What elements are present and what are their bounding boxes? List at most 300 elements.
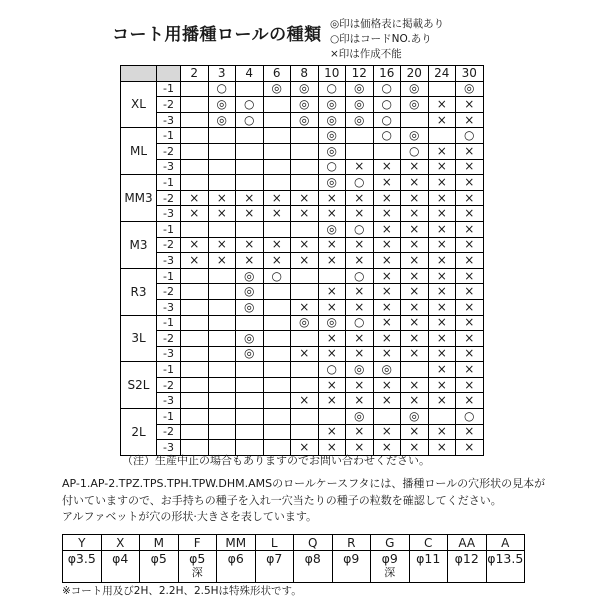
matrix-cell-MM3-1-30 xyxy=(456,175,484,191)
matrix-cell-MM3-2-4 xyxy=(236,190,264,206)
cross-icon: × xyxy=(381,159,392,174)
matrix-cell-2L-1-6 xyxy=(263,409,291,425)
matrix-cell-XL-2-2 xyxy=(181,97,209,113)
cross-icon: × xyxy=(244,237,255,252)
matrix-row xyxy=(121,97,484,113)
matrix-cell-M3-2-12 xyxy=(346,237,374,253)
double-circle-icon: ◎ xyxy=(409,128,420,143)
matrix-cell-R3-3-30 xyxy=(456,299,484,315)
cross-icon: × xyxy=(354,440,365,455)
matrix-cell-3L-3-20 xyxy=(401,346,429,362)
matrix-cell-ML-1-6 xyxy=(263,128,291,144)
cross-icon: × xyxy=(381,315,392,330)
diameter-value-Y: φ3.5 xyxy=(63,551,102,583)
matrix-row xyxy=(121,409,484,425)
matrix-sub-label-XL-3: -3 xyxy=(157,112,181,128)
double-circle-icon: ◎ xyxy=(326,174,337,189)
cross-icon: × xyxy=(464,112,475,127)
cross-icon: × xyxy=(326,190,337,205)
circle-icon: ○ xyxy=(381,96,392,111)
matrix-cell-XL-1-10 xyxy=(318,81,346,97)
matrix-cell-R3-2-12 xyxy=(346,284,374,300)
matrix-cell-S2L-1-20 xyxy=(401,362,429,378)
matrix-cell-MM3-1-3 xyxy=(208,175,236,191)
matrix-cell-R3-1-12 xyxy=(346,268,374,284)
matrix-cell-2L-3-30 xyxy=(456,440,484,456)
matrix-sub-label-S2L-3: -3 xyxy=(157,393,181,409)
matrix-cell-ML-1-3 xyxy=(208,128,236,144)
cross-icon: × xyxy=(464,159,475,174)
matrix-cell-ML-3-20 xyxy=(401,159,429,175)
cross-icon: × xyxy=(326,206,337,221)
cross-icon: × xyxy=(409,299,420,314)
matrix-cell-2L-2-4 xyxy=(236,424,264,440)
matrix-cell-S2L-1-12 xyxy=(346,362,374,378)
matrix-cell-ML-3-24 xyxy=(428,159,456,175)
matrix-cell-R3-3-10 xyxy=(318,299,346,315)
instruction-paragraph xyxy=(62,476,562,526)
diameter-code-row xyxy=(63,535,525,551)
cross-icon: × xyxy=(436,424,447,439)
matrix-cell-ML-1-24 xyxy=(428,128,456,144)
cross-icon: × xyxy=(436,393,447,408)
matrix-cell-MM3-1-20 xyxy=(401,175,429,191)
circle-icon: ○ xyxy=(244,96,255,111)
matrix-sub-label-S2L-2: -2 xyxy=(157,377,181,393)
matrix-sub-label-3L-1: -1 xyxy=(157,315,181,331)
diameter-code-MM: MM xyxy=(217,535,256,551)
matrix-cell-S2L-2-3 xyxy=(208,377,236,393)
matrix-cell-R3-1-2 xyxy=(181,268,209,284)
circle-icon: ○ xyxy=(326,159,337,174)
matrix-cell-XL-2-6 xyxy=(263,97,291,113)
diameter-code-AA: AA xyxy=(448,535,487,551)
diameter-value-G: φ9 深 xyxy=(371,551,410,583)
matrix-cell-2L-2-2 xyxy=(181,424,209,440)
legend-item-cross: ×印は作成不能 xyxy=(330,48,402,60)
double-circle-icon: ◎ xyxy=(354,362,365,377)
circle-icon: ○ xyxy=(409,143,420,158)
paragraph-line-3: アルファベットが穴の形状·大きさを表しています。 xyxy=(62,510,317,523)
matrix-group-label-MM3: MM3 xyxy=(121,175,157,222)
cross-icon: × xyxy=(409,190,420,205)
cross-icon: × xyxy=(464,393,475,408)
matrix-sub-label-3L-2: -2 xyxy=(157,331,181,347)
diameter-table xyxy=(62,534,525,583)
matrix-cell-XL-1-2 xyxy=(181,81,209,97)
cross-icon: × xyxy=(354,284,365,299)
matrix-cell-XL-3-16 xyxy=(373,112,401,128)
matrix-cell-M3-3-3 xyxy=(208,253,236,269)
cross-icon: × xyxy=(299,299,310,314)
cross-icon: × xyxy=(436,143,447,158)
double-circle-icon: ◎ xyxy=(464,81,475,96)
matrix-row xyxy=(121,190,484,206)
matrix-cell-3L-3-12 xyxy=(346,346,374,362)
legend xyxy=(330,17,444,62)
matrix-cell-MM3-3-20 xyxy=(401,206,429,222)
matrix-cell-3L-2-4 xyxy=(236,331,264,347)
cross-icon: × xyxy=(436,346,447,361)
matrix-cell-M3-2-30 xyxy=(456,237,484,253)
matrix-col-header-30: 30 xyxy=(456,66,484,82)
matrix-cell-R3-1-20 xyxy=(401,268,429,284)
matrix-cell-S2L-1-16 xyxy=(373,362,401,378)
matrix-cell-S2L-3-12 xyxy=(346,393,374,409)
matrix-cell-R3-1-4 xyxy=(236,268,264,284)
matrix-cell-3L-2-10 xyxy=(318,331,346,347)
double-circle-icon: ◎ xyxy=(244,346,255,361)
cross-icon: × xyxy=(381,440,392,455)
cross-icon: × xyxy=(271,190,282,205)
matrix-cell-MM3-1-6 xyxy=(263,175,291,191)
matrix-cell-S2L-2-4 xyxy=(236,377,264,393)
cross-icon: × xyxy=(381,346,392,361)
matrix-cell-S2L-1-24 xyxy=(428,362,456,378)
matrix-cell-M3-2-20 xyxy=(401,237,429,253)
matrix-cell-ML-1-16 xyxy=(373,128,401,144)
matrix-cell-ML-1-8 xyxy=(291,128,319,144)
matrix-cell-MM3-1-10 xyxy=(318,175,346,191)
matrix-cell-XL-2-4 xyxy=(236,97,264,113)
matrix-sub-label-M3-3: -3 xyxy=(157,253,181,269)
cross-icon: × xyxy=(464,252,475,267)
matrix-cell-ML-1-2 xyxy=(181,128,209,144)
double-circle-icon: ◎ xyxy=(244,299,255,314)
cross-icon: × xyxy=(464,143,475,158)
cross-icon: × xyxy=(381,174,392,189)
matrix-cell-ML-1-30 xyxy=(456,128,484,144)
double-circle-icon: ◎ xyxy=(326,221,337,236)
matrix-cell-S2L-2-24 xyxy=(428,377,456,393)
cross-icon: × xyxy=(299,206,310,221)
cross-icon: × xyxy=(464,174,475,189)
matrix-cell-XL-3-10 xyxy=(318,112,346,128)
matrix-cell-XL-3-12 xyxy=(346,112,374,128)
matrix-row xyxy=(121,346,484,362)
cross-icon: × xyxy=(409,159,420,174)
matrix-cell-XL-2-10 xyxy=(318,97,346,113)
cross-icon: × xyxy=(299,393,310,408)
circle-icon: ○ xyxy=(216,81,227,96)
circle-icon: ○ xyxy=(381,81,392,96)
cross-icon: × xyxy=(381,237,392,252)
diameter-code-F: F xyxy=(178,535,217,551)
page-title: コート用播種ロールの種類 xyxy=(112,25,322,45)
matrix-cell-S2L-2-8 xyxy=(291,377,319,393)
matrix-cell-XL-2-24 xyxy=(428,97,456,113)
cross-icon: × xyxy=(216,190,227,205)
matrix-sub-label-ML-2: -2 xyxy=(157,143,181,159)
matrix-sub-label-R3-3: -3 xyxy=(157,299,181,315)
double-circle-icon: ◎ xyxy=(354,96,365,111)
matrix-cell-2L-1-8 xyxy=(291,409,319,425)
circle-icon: ○ xyxy=(326,362,337,377)
double-circle-icon: ◎ xyxy=(299,315,310,330)
cross-icon: × xyxy=(436,315,447,330)
cross-icon: × xyxy=(189,206,200,221)
cross-icon: × xyxy=(381,299,392,314)
matrix-col-header-8: 8 xyxy=(291,66,319,82)
matrix-cell-S2L-3-20 xyxy=(401,393,429,409)
circle-icon: ○ xyxy=(464,128,475,143)
cross-icon: × xyxy=(436,112,447,127)
matrix-cell-MM3-3-16 xyxy=(373,206,401,222)
matrix-cell-R3-3-6 xyxy=(263,299,291,315)
matrix-cell-3L-2-3 xyxy=(208,331,236,347)
matrix-cell-MM3-3-6 xyxy=(263,206,291,222)
matrix-cell-M3-1-2 xyxy=(181,221,209,237)
double-circle-icon: ◎ xyxy=(326,315,337,330)
matrix-cell-3L-2-12 xyxy=(346,331,374,347)
matrix-sub-label-R3-1: -1 xyxy=(157,268,181,284)
matrix-cell-S2L-2-10 xyxy=(318,377,346,393)
matrix-cell-3L-2-2 xyxy=(181,331,209,347)
double-circle-icon: ◎ xyxy=(216,96,227,111)
matrix-group-label-S2L: S2L xyxy=(121,362,157,409)
matrix-cell-M3-2-4 xyxy=(236,237,264,253)
cross-icon: × xyxy=(409,315,420,330)
diameter-code-C: C xyxy=(409,535,448,551)
matrix-cell-S2L-2-12 xyxy=(346,377,374,393)
matrix-row xyxy=(121,143,484,159)
cross-icon: × xyxy=(354,377,365,392)
matrix-cell-XL-2-3 xyxy=(208,97,236,113)
diameter-code-Q: Q xyxy=(294,535,333,551)
matrix-corner-group xyxy=(121,66,157,82)
matrix-cell-S2L-2-20 xyxy=(401,377,429,393)
cross-icon: × xyxy=(409,206,420,221)
matrix-cell-M3-2-8 xyxy=(291,237,319,253)
matrix-cell-2L-1-3 xyxy=(208,409,236,425)
matrix-cell-3L-1-4 xyxy=(236,315,264,331)
double-circle-icon: ◎ xyxy=(244,330,255,345)
diameter-value-M: φ5 xyxy=(140,551,179,583)
matrix-cell-2L-2-6 xyxy=(263,424,291,440)
cross-icon: × xyxy=(464,284,475,299)
diameter-code-G: G xyxy=(371,535,410,551)
matrix-cell-ML-3-3 xyxy=(208,159,236,175)
circle-icon: ○ xyxy=(381,128,392,143)
matrix-row xyxy=(121,377,484,393)
matrix-row xyxy=(121,268,484,284)
matrix-cell-R3-2-16 xyxy=(373,284,401,300)
matrix-cell-ML-2-10 xyxy=(318,143,346,159)
cross-icon: × xyxy=(326,440,337,455)
matrix-cell-2L-3-24 xyxy=(428,440,456,456)
circle-icon: ○ xyxy=(354,221,365,236)
matrix-cell-R3-2-3 xyxy=(208,284,236,300)
matrix-row xyxy=(121,362,484,378)
matrix-cell-R3-3-2 xyxy=(181,299,209,315)
cross-icon: × xyxy=(464,315,475,330)
paragraph-line-2: 付いていますので、お手持ちの種子を入れ一穴当たりの種子の粒数を確認してください。 xyxy=(62,493,502,507)
matrix-cell-MM3-1-12 xyxy=(346,175,374,191)
cross-icon: × xyxy=(381,221,392,236)
cross-icon: × xyxy=(409,252,420,267)
matrix-cell-3L-1-2 xyxy=(181,315,209,331)
cross-icon: × xyxy=(436,377,447,392)
cross-icon: × xyxy=(436,440,447,455)
matrix-row xyxy=(121,112,484,128)
special-shape-footnote: ※コート用及び2H、2.2H、2.5Hは特殊形状です。 xyxy=(62,585,302,597)
matrix-cell-R3-2-8 xyxy=(291,284,319,300)
matrix-cell-MM3-2-8 xyxy=(291,190,319,206)
matrix-cell-S2L-1-3 xyxy=(208,362,236,378)
cross-icon: × xyxy=(271,237,282,252)
hole-diameter-table xyxy=(62,534,525,583)
matrix-col-header-3: 3 xyxy=(208,66,236,82)
matrix-group-label-2L: 2L xyxy=(121,409,157,456)
cross-icon: × xyxy=(354,237,365,252)
production-note: （注）生産中止の場合もありますのでお問い合わせください。 xyxy=(122,454,430,467)
matrix-cell-R3-2-24 xyxy=(428,284,456,300)
matrix-cell-3L-3-8 xyxy=(291,346,319,362)
matrix-cell-S2L-3-2 xyxy=(181,393,209,409)
matrix-cell-ML-2-24 xyxy=(428,143,456,159)
matrix-cell-MM3-1-8 xyxy=(291,175,319,191)
matrix-cell-XL-1-8 xyxy=(291,81,319,97)
double-circle-icon: ◎ xyxy=(326,128,337,143)
matrix-cell-2L-1-2 xyxy=(181,409,209,425)
matrix-cell-MM3-3-3 xyxy=(208,206,236,222)
matrix-cell-XL-1-12 xyxy=(346,81,374,97)
matrix-cell-M3-1-8 xyxy=(291,221,319,237)
matrix-cell-XL-1-3 xyxy=(208,81,236,97)
double-circle-icon: ◎ xyxy=(409,96,420,111)
cross-icon: × xyxy=(436,190,447,205)
cross-icon: × xyxy=(409,174,420,189)
cross-icon: × xyxy=(354,159,365,174)
matrix-cell-2L-1-20 xyxy=(401,409,429,425)
cross-icon: × xyxy=(354,393,365,408)
matrix-sub-label-ML-1: -1 xyxy=(157,128,181,144)
cross-icon: × xyxy=(409,346,420,361)
matrix-cell-R3-1-24 xyxy=(428,268,456,284)
matrix-cell-S2L-3-6 xyxy=(263,393,291,409)
double-circle-icon: ◎ xyxy=(299,81,310,96)
double-circle-icon: ◎ xyxy=(326,96,337,111)
matrix-cell-S2L-1-10 xyxy=(318,362,346,378)
matrix-row xyxy=(121,221,484,237)
matrix-cell-ML-1-10 xyxy=(318,128,346,144)
matrix-cell-ML-1-20 xyxy=(401,128,429,144)
matrix-cell-M3-1-20 xyxy=(401,221,429,237)
cross-icon: × xyxy=(354,346,365,361)
matrix-cell-XL-1-24 xyxy=(428,81,456,97)
cross-icon: × xyxy=(189,252,200,267)
matrix-sub-label-MM3-3: -3 xyxy=(157,206,181,222)
matrix-cell-MM3-3-2 xyxy=(181,206,209,222)
cross-icon: × xyxy=(464,362,475,377)
matrix-cell-MM3-1-16 xyxy=(373,175,401,191)
double-circle-icon: ◎ xyxy=(299,96,310,111)
cross-icon: × xyxy=(436,330,447,345)
matrix-cell-S2L-3-24 xyxy=(428,393,456,409)
cross-icon: × xyxy=(436,362,447,377)
cross-icon: × xyxy=(409,284,420,299)
cross-icon: × xyxy=(381,424,392,439)
cross-icon: × xyxy=(326,346,337,361)
matrix-cell-3L-2-8 xyxy=(291,331,319,347)
matrix-cell-XL-3-8 xyxy=(291,112,319,128)
matrix-cell-3L-3-2 xyxy=(181,346,209,362)
cross-icon: × xyxy=(381,206,392,221)
circle-icon: ○ xyxy=(354,174,365,189)
matrix-cell-ML-2-4 xyxy=(236,143,264,159)
matrix-cell-XL-1-16 xyxy=(373,81,401,97)
cross-icon: × xyxy=(244,206,255,221)
double-circle-icon: ◎ xyxy=(326,112,337,127)
cross-icon: × xyxy=(409,221,420,236)
cross-icon: × xyxy=(326,377,337,392)
diameter-code-M: M xyxy=(140,535,179,551)
matrix-body xyxy=(121,81,484,455)
matrix-cell-2L-1-30 xyxy=(456,409,484,425)
matrix-row xyxy=(121,284,484,300)
diameter-value-C: φ11 xyxy=(409,551,448,583)
matrix-group-label-3L: 3L xyxy=(121,315,157,362)
matrix-cell-3L-1-10 xyxy=(318,315,346,331)
matrix-cell-XL-2-16 xyxy=(373,97,401,113)
matrix-cell-ML-3-2 xyxy=(181,159,209,175)
cross-icon: × xyxy=(299,252,310,267)
matrix-cell-R3-3-3 xyxy=(208,299,236,315)
cross-icon: × xyxy=(299,237,310,252)
matrix-col-header-20: 20 xyxy=(401,66,429,82)
matrix-cell-XL-3-30 xyxy=(456,112,484,128)
matrix-cell-MM3-3-8 xyxy=(291,206,319,222)
cross-icon: × xyxy=(299,440,310,455)
cross-icon: × xyxy=(436,96,447,111)
cross-icon: × xyxy=(436,252,447,267)
matrix-cell-XL-1-30 xyxy=(456,81,484,97)
matrix-cell-3L-2-30 xyxy=(456,331,484,347)
cross-icon: × xyxy=(381,268,392,283)
cross-icon: × xyxy=(189,190,200,205)
deep-marker-F: 深 xyxy=(191,566,203,579)
matrix-cell-M3-3-10 xyxy=(318,253,346,269)
matrix-cell-ML-3-30 xyxy=(456,159,484,175)
matrix-cell-M3-3-20 xyxy=(401,253,429,269)
matrix-cell-R3-2-10 xyxy=(318,284,346,300)
double-circle-icon: ◎ xyxy=(354,81,365,96)
matrix-cell-XL-3-24 xyxy=(428,112,456,128)
cross-icon: × xyxy=(354,252,365,267)
matrix-cell-XL-3-4 xyxy=(236,112,264,128)
matrix-cell-M3-3-16 xyxy=(373,253,401,269)
matrix-row xyxy=(121,206,484,222)
matrix-row xyxy=(121,424,484,440)
cross-icon: × xyxy=(326,284,337,299)
matrix-row xyxy=(121,331,484,347)
matrix-cell-R3-2-20 xyxy=(401,284,429,300)
matrix-cell-M3-2-3 xyxy=(208,237,236,253)
double-circle-icon: ◎ xyxy=(354,112,365,127)
matrix-col-header-16: 16 xyxy=(373,66,401,82)
diameter-value-L: φ7 xyxy=(255,551,294,583)
matrix-cell-M3-3-12 xyxy=(346,253,374,269)
matrix-corner-sub xyxy=(157,66,181,82)
matrix-cell-M3-3-8 xyxy=(291,253,319,269)
double-circle-icon: ◎ xyxy=(409,408,420,423)
cross-icon: × xyxy=(464,440,475,455)
cross-icon: × xyxy=(436,159,447,174)
matrix-cell-ML-2-2 xyxy=(181,143,209,159)
matrix-cell-3L-1-6 xyxy=(263,315,291,331)
double-circle-icon: ◎ xyxy=(354,408,365,423)
matrix-cell-3L-3-3 xyxy=(208,346,236,362)
